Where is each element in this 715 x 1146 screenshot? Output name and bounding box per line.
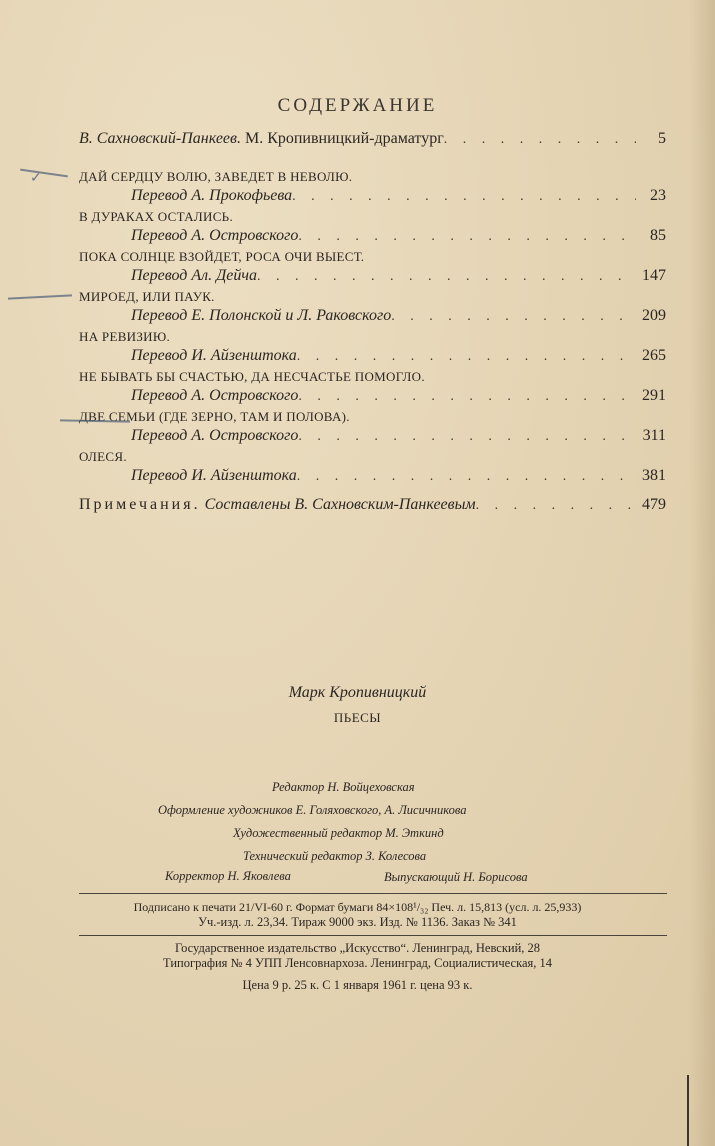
- translator: Перевод Е. Полонской и Л. Раковского: [131, 307, 392, 324]
- dot-leader: [298, 427, 636, 447]
- binding-edge: [687, 1075, 689, 1146]
- intro-author: В. Сахновский-Панкеев.: [79, 130, 241, 147]
- price-line: Цена 9 р. 25 к. С 1 января 1961 г. цена 93 к.: [242, 978, 473, 992]
- page-number: 147: [642, 267, 666, 284]
- play-title: ПОКА СОЛНЦЕ ВЗОЙДЕТ, РОСА ОЧИ ВЫЕСТ.: [79, 249, 365, 264]
- toc-entry-6: [79, 368, 666, 408]
- page-number: 85: [650, 227, 666, 244]
- play-title: МИРОЕД, ИЛИ ПАУК.: [79, 289, 215, 304]
- dot-leader: [297, 347, 636, 367]
- contents-heading: СОДЕРЖАНИЕ: [277, 95, 438, 116]
- toc-entry-4: [79, 288, 666, 328]
- intro-page-number: 5: [658, 130, 666, 147]
- play-title: ДВЕ СЕМЬИ (ГДЕ ЗЕРНО, ТАМ И ПОЛОВА).: [79, 409, 350, 424]
- dot-leader: [297, 467, 636, 487]
- translator: Перевод И. Айзенштока: [131, 467, 297, 484]
- credit-tech-editor: Технический редактор З. Колесова: [243, 849, 427, 863]
- page-number: 311: [642, 427, 666, 444]
- translator: Перевод А. Островского: [131, 227, 299, 244]
- toc-entry-5: [79, 328, 666, 368]
- credit-art-editor: Художественный редактор М. Эткинд: [233, 826, 444, 840]
- page-number: 291: [642, 387, 666, 404]
- colophon-book-title: ПЬЕСЫ: [333, 710, 382, 725]
- intro-text: М. Кропивницкий-драматург: [244, 130, 444, 147]
- credit-editor: Редактор Н. Войцеховская: [272, 780, 415, 794]
- imprint-line-2: Уч.-изд. л. 23,34. Тираж 9000 экз. Изд. № 1136. Заказ № 341: [198, 915, 517, 929]
- toc-entry-1: [79, 168, 666, 208]
- credit-issuer: Выпускающий Н. Борисова: [384, 870, 528, 884]
- publisher-line: Государственное издательство „Искусство“. Ленинград, Невский, 28: [174, 941, 541, 955]
- divider: [79, 935, 667, 936]
- play-title: В ДУРАКАХ ОСТАЛИСЬ.: [79, 209, 233, 224]
- translator: Перевод Ал. Дейча: [131, 267, 258, 284]
- dot-leader: [391, 307, 636, 327]
- table-of-contents: [79, 130, 666, 514]
- notes-label: Примечания.: [79, 496, 201, 513]
- toc-notes-entry: [79, 496, 666, 514]
- imprint-line-1: Подписано к печати 21/VI-60 г. Формат бумаги 84×108¹/₃₂ Печ. л. 15,813 (усл. л. 25,933): [133, 900, 582, 914]
- toc-intro-entry: [79, 130, 666, 168]
- play-title: ОЛЕСЯ.: [79, 449, 127, 464]
- dot-leader: [257, 267, 636, 287]
- divider: [79, 893, 667, 894]
- page-number: 265: [642, 347, 666, 364]
- toc-entry-7: [79, 408, 666, 448]
- page-number: 23: [650, 187, 666, 204]
- toc-entry-3: [79, 248, 666, 288]
- pencil-checkmark-icon: ✓: [30, 171, 42, 186]
- play-title: НЕ БЫВАТЬ БЫ СЧАСТЬЮ, ДА НЕСЧАСТЬЕ ПОМОГЛО.: [79, 369, 425, 384]
- dot-leader: [298, 387, 636, 407]
- translator: Перевод А. Островского: [131, 387, 299, 404]
- dot-leader: [298, 227, 636, 247]
- credit-design: Оформление художников Е. Голяховского, А. Лисичникова: [158, 803, 467, 817]
- notes-text: Составлены В. Сахновским-Панкеевым: [204, 496, 476, 513]
- play-title: ДАЙ СЕРДЦУ ВОЛЮ, ЗАВЕДЕТ В НЕВОЛЮ.: [79, 169, 353, 184]
- credit-corrector: Корректор Н. Яковлева: [165, 869, 291, 883]
- page-edge-shadow: [689, 0, 715, 1146]
- dot-leader: [292, 187, 636, 207]
- translator: Перевод А. Прокофьева: [131, 187, 293, 204]
- dot-leader: [444, 132, 636, 148]
- toc-entry-8: [79, 448, 666, 488]
- dot-leader: [476, 498, 636, 514]
- translator: Перевод А. Островского: [131, 427, 299, 444]
- pencil-mark: [20, 169, 68, 178]
- play-title: НА РЕВИЗИЮ.: [79, 329, 171, 344]
- printer-line: Типография № 4 УПП Ленсовнархоза. Ленинград, Социалистическая, 14: [163, 956, 552, 970]
- notes-page-number: 479: [642, 496, 666, 513]
- colophon-author: Марк Кропивницкий: [288, 684, 427, 701]
- page-number: 209: [642, 307, 666, 324]
- translator: Перевод И. Айзенштока: [131, 347, 297, 364]
- toc-entry-2: [79, 208, 666, 248]
- pencil-mark: [8, 294, 72, 299]
- page-number: 381: [642, 467, 666, 484]
